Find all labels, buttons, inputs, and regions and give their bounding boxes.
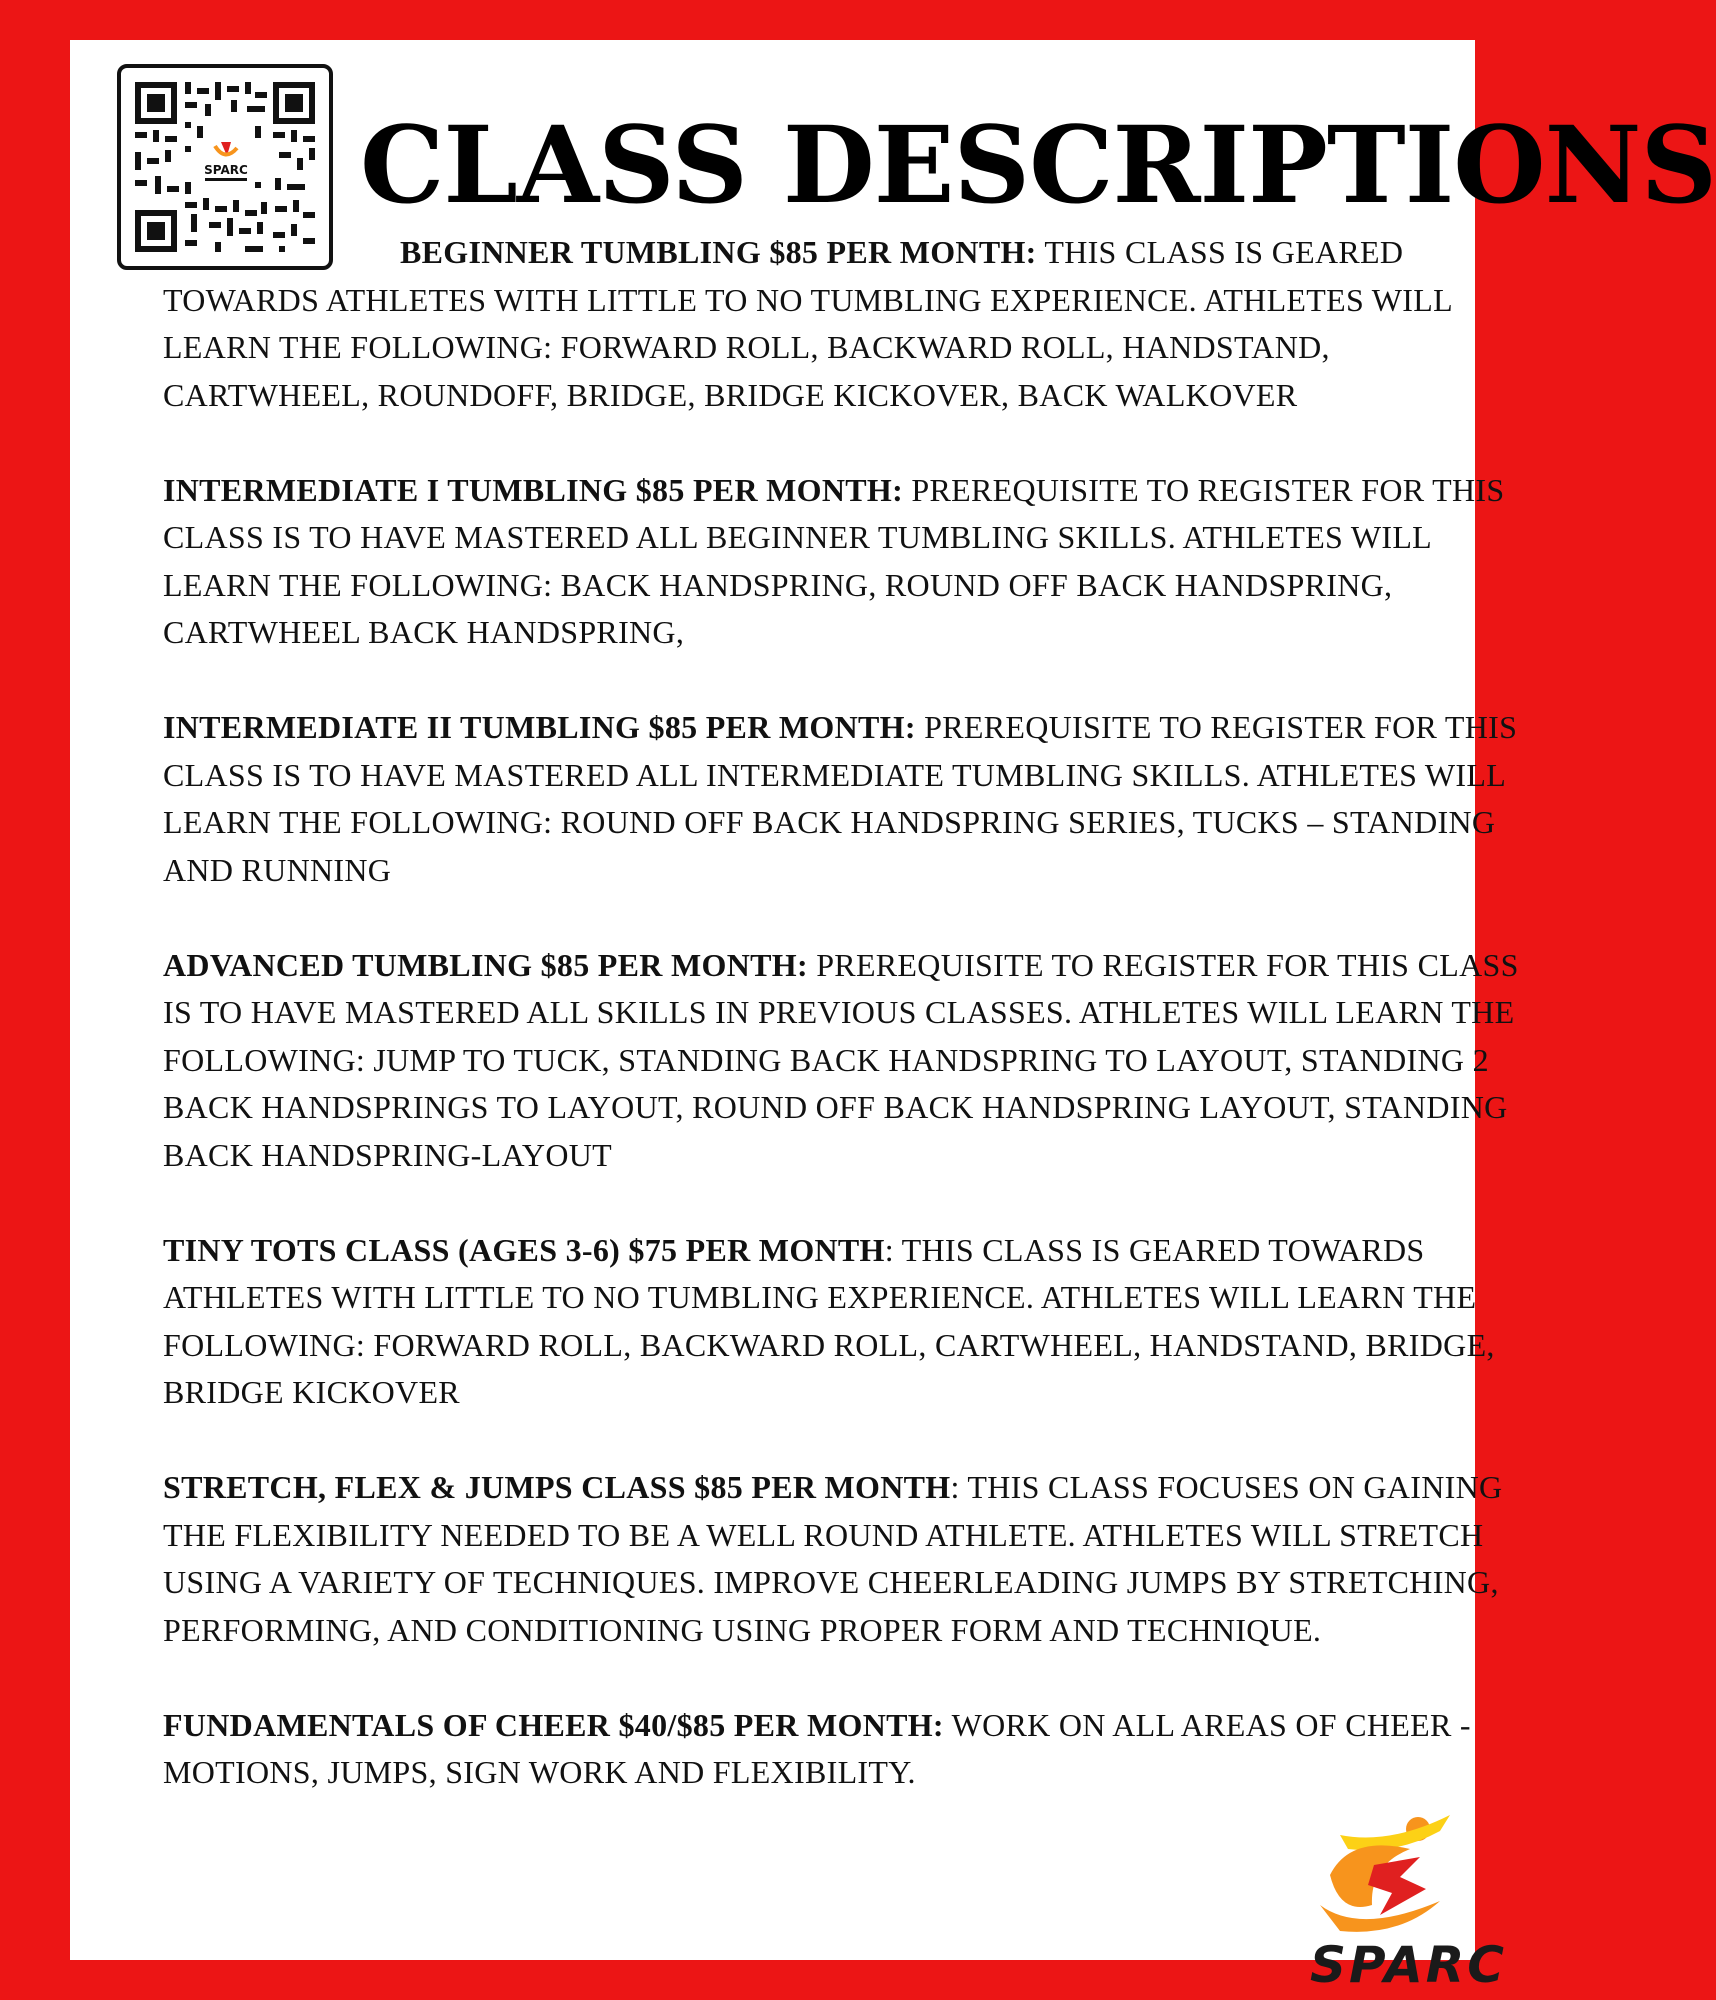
- class-description: [163, 1702, 1523, 1797]
- class-description: [163, 1464, 1523, 1654]
- svg-text:SPARC: SPARC: [204, 163, 248, 177]
- class-text: : THIS CLASS IS GEARED TOWARDS ATHLETES WITH LITTLE TO NO TUMBLING EXPERIENCE. ATHLETES WILL LEARN THE FOLLOWING: FORWARD ROLL, BACKWARD ROLL, CARTWHEEL, HANDSTAND, BRIDGE, BRIDGE KICKOVER: [163, 1231, 1495, 1410]
- class-description: [163, 229, 1523, 419]
- class-list: [163, 229, 1523, 1844]
- class-description: [163, 942, 1523, 1180]
- brand-name: SPARC: [1310, 1936, 1507, 1994]
- qr-code[interactable]: [117, 64, 333, 270]
- class-heading: FUNDAMENTALS OF CHEER $40/$85 PER MONTH:: [163, 1706, 944, 1743]
- page-title: CLASS DESCRIPTIONS: [360, 102, 1716, 227]
- class-heading: TINY TOTS CLASS (AGES 3-6) $75 PER MONTH: [163, 1231, 885, 1268]
- class-text: : THIS CLASS FOCUSES ON GAINING THE FLEXIBILITY NEEDED TO BE A WELL ROUND ATHLETE. ATHLETES WILL STRETCH USING A VARIETY OF TECHNIQUES. IMPROVE CHEERLEADING JUMPS BY STRETCHING, PERFORMING, AND CONDITIONING USING PROPER FORM AND TECHNIQUE.: [163, 1469, 1503, 1648]
- class-text: PREREQUISITE TO REGISTER FOR THIS CLASS IS TO HAVE MASTERED ALL BEGINNER TUMBLING SKILLS. ATHLETES WILL LEARN THE FOLLOWING: BACK HANDSPRING, ROUND OFF BACK HANDSPRING, CARTWHEEL BACK HANDSPRING,: [163, 471, 1505, 650]
- class-text: THIS CLASS IS GEARED TOWARDS ATHLETES WITH LITTLE TO NO TUMBLING EXPERIENCE. ATHLETES WILL LEARN THE FOLLOWING: FORWARD ROLL, BACKWARD ROLL, HANDSTAND, CARTWHEEL, ROUNDOFF, BRIDGE, BRIDGE KICKOVER, BACK WALKOVER: [163, 234, 1452, 413]
- class-heading: INTERMEDIATE II TUMBLING $85 PER MONTH:: [163, 709, 916, 745]
- qr-code-icon: [135, 82, 315, 252]
- class-heading: STRETCH, FLEX & JUMPS CLASS $85 PER MONTH: [163, 1469, 951, 1505]
- class-text: PREREQUISITE TO REGISTER FOR THIS CLASS IS TO HAVE MASTERED ALL INTERMEDIATE TUMBLING SKILLS. ATHLETES WILL LEARN THE FOLLOWING: ROUND OFF BACK HANDSPRING SERIES, TUCKS – STANDING AND RUNNING: [163, 709, 1518, 888]
- class-text: WORK ON ALL AREAS OF CHEER - MOTIONS, JUMPS, SIGN WORK AND FLEXIBILITY.: [163, 1706, 1471, 1790]
- class-heading: BEGINNER TUMBLING $85 PER MONTH:: [400, 234, 1037, 270]
- class-description: [163, 1227, 1523, 1417]
- class-heading: ADVANCED TUMBLING $85 PER MONTH:: [163, 946, 808, 983]
- class-description: [163, 704, 1523, 894]
- qr-center-logo-icon: [197, 138, 255, 188]
- class-text: PREREQUISITE TO REGISTER FOR THIS CLASS IS TO HAVE MASTERED ALL SKILLS IN PREVIOUS CLASSES. ATHLETES WILL LEARN THE FOLLOWING: JUMP TO TUCK, STANDING BACK HANDSPRING TO LAYOUT, STANDING 2 BACK HANDSPRINGS TO LAYOUT, ROUND OFF BACK HANDSPRING LAYOUT, STANDING BACK HANDSPRING-LAYOUT: [163, 946, 1519, 1173]
- class-description: [163, 467, 1523, 657]
- sparc-logo-icon: [1300, 1805, 1470, 1945]
- class-heading: INTERMEDIATE I TUMBLING $85 PER MONTH:: [163, 471, 904, 508]
- flyer-sheet: [70, 40, 1716, 1960]
